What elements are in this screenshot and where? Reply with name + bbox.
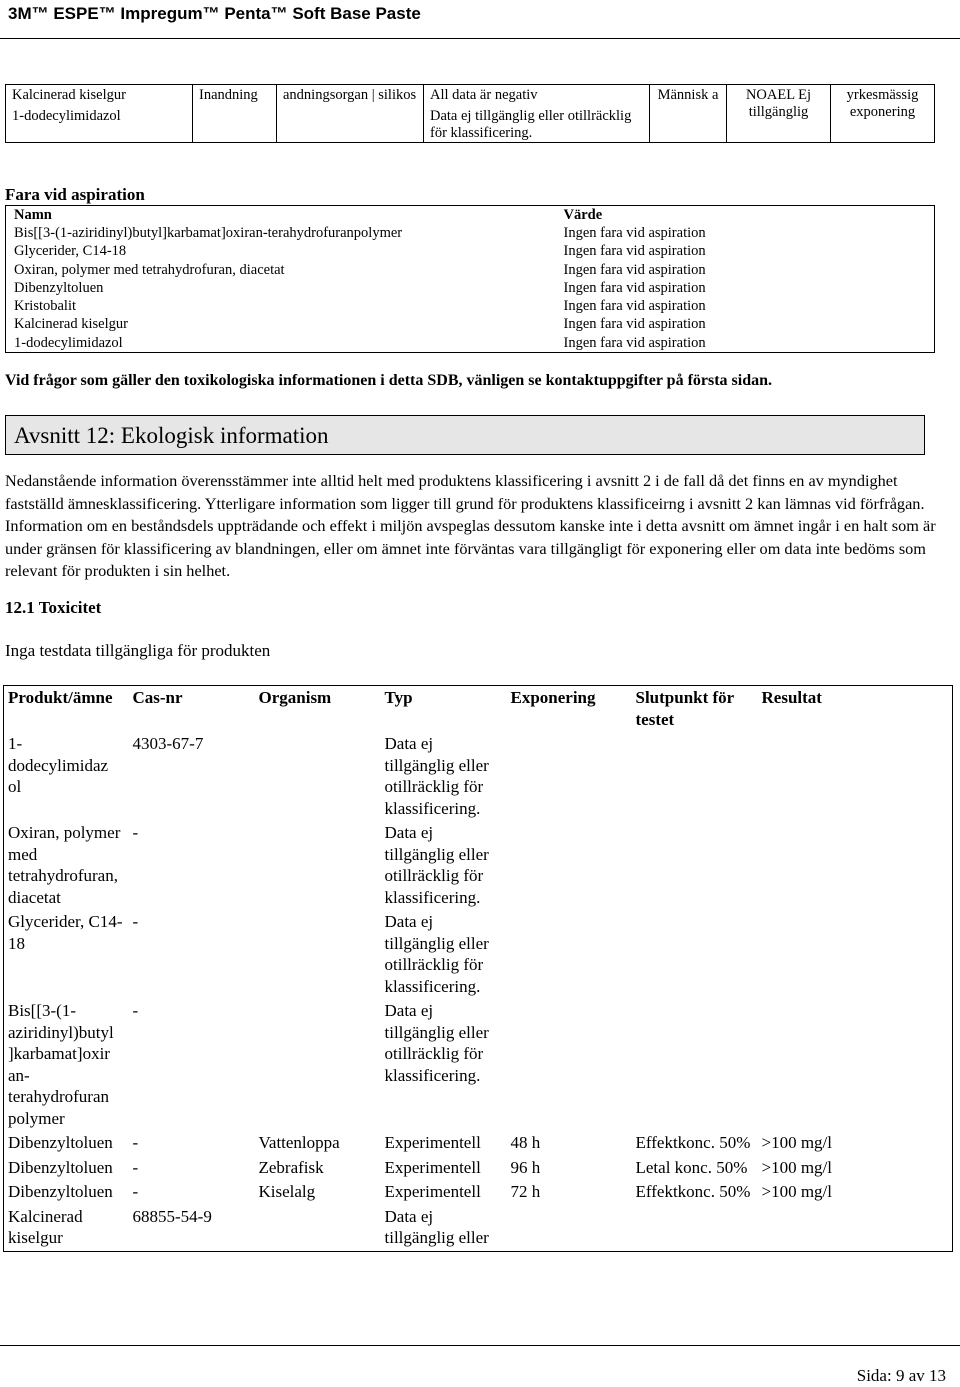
table-cell xyxy=(632,999,758,1131)
table-row xyxy=(6,279,935,297)
column-header: Cas-nr xyxy=(132,688,183,707)
table-cell: 72 h xyxy=(510,1182,541,1201)
column-header: Exponering xyxy=(510,688,596,707)
aspiration-name: Dibenzyltoluen xyxy=(14,279,104,296)
table-cell: Letal konc. 50% xyxy=(635,1157,748,1177)
table-cell xyxy=(507,732,632,821)
table-header-row xyxy=(6,206,935,225)
table-cell: 48 h xyxy=(510,1133,541,1152)
table-cell: Kalcinerad kiselgur xyxy=(6,85,193,107)
table-cell xyxy=(255,1205,381,1252)
column-header: Typ xyxy=(384,688,413,707)
contact-note: Vid frågor som gäller den toxikologiska informationen i detta SDB, vänligen se kontaktuppgifter på första sidan. xyxy=(5,372,773,389)
table-cell xyxy=(507,1205,632,1252)
table-cell xyxy=(758,732,953,821)
aspiration-name: Oxiran, polymer med tetrahydrofuran, diacetat xyxy=(14,261,285,278)
aspiration-value: Ingen fara vid aspiration xyxy=(563,298,706,315)
page-number: Sida: 9 av 13 xyxy=(856,1366,946,1385)
table-cell xyxy=(632,910,758,999)
aspiration-table xyxy=(5,205,935,353)
table-cell: 1- dodecylimidaz ol xyxy=(8,734,109,796)
table-cell: Data ej tillgänglig eller xyxy=(384,1206,489,1247)
table-cell: 68855-54-9 xyxy=(132,1206,212,1226)
table-cell: Data ej tillgänglig eller otillräcklig för klassificering. xyxy=(384,823,489,907)
table-cell xyxy=(255,910,381,999)
table-cell: 1-dodecylimidazol xyxy=(6,106,193,143)
table-cell xyxy=(255,732,381,821)
table-cell: - xyxy=(132,1182,139,1201)
table-cell xyxy=(632,732,758,821)
table-cell xyxy=(277,106,424,143)
table-cell: - xyxy=(132,823,139,842)
subsection-heading: 12.1 Toxicitet xyxy=(5,598,102,617)
table-row xyxy=(4,1180,953,1205)
table-cell: >100 mg/l xyxy=(761,1133,833,1152)
section-banner xyxy=(5,415,925,455)
table-cell xyxy=(758,999,953,1131)
column-header: Resultat xyxy=(761,688,822,707)
table-row xyxy=(4,1131,953,1156)
section-paragraph: Nedanstående information överensstämmer inte alltid helt med produktens klassificering i avsnitt 2 i de fall då det finns en av myndighet fastställd ämnesklassificering. Ytterligare information som ligger till grund för produktens klassificeirng i avsnitt 2 kan lämnas vid förfrågan. Information om en beståndsdels uppträdande och effekt i miljön avspeglas dessutom kanske inte i detta avsnitt om ämnet ingår i en halt som är under gränsen för klassificering av blandningen, eller om ämnet inte förväntas vara tillgängligt för exponering eller om data inte bedöms som relevant för produkten i sin helhet. xyxy=(5,471,936,580)
table-cell: Data ej tillgänglig eller otillräcklig för klassificering. xyxy=(384,1001,489,1085)
toxicity-table xyxy=(3,685,953,1252)
table-cell xyxy=(758,910,953,999)
table-cell: >100 mg/l xyxy=(761,1182,833,1201)
table-cell: Kiselalg xyxy=(258,1182,316,1201)
document-title: 3M™ ESPE™ Impregum™ Penta™ Soft Base Paste xyxy=(8,4,421,23)
aspiration-value: Ingen fara vid aspiration xyxy=(563,279,706,296)
table-row xyxy=(6,297,935,315)
table-row xyxy=(4,910,953,999)
aspiration-name: Kristobalit xyxy=(14,298,77,315)
table-cell xyxy=(193,106,277,143)
table-cell: 4303-67-7 xyxy=(132,734,204,753)
column-header: Värde xyxy=(563,207,603,223)
table-cell: yrkesmässig exponering xyxy=(831,85,935,143)
table-row xyxy=(4,1156,953,1181)
table-row xyxy=(4,999,953,1131)
table-cell: NOAEL Ej tillgänglig xyxy=(727,85,831,143)
table-cell: 96 h xyxy=(510,1157,541,1177)
table-cell: - xyxy=(132,1157,139,1177)
table-cell: Oxiran, polymer med tetrahydrofuran, diacetat xyxy=(8,823,121,907)
header-divider xyxy=(0,38,960,39)
table-cell: All data är negativ xyxy=(424,85,650,107)
table-row xyxy=(6,224,935,242)
no-data-text: Inga testdata tillgängliga för produkten xyxy=(5,641,271,660)
table-row xyxy=(6,242,935,260)
table-cell: Bis[[3-(1- aziridinyl)butyl ]karbamat]oxir an- terahydrofuran polymer xyxy=(8,1001,114,1128)
column-header: Slutpunkt för testet xyxy=(635,688,734,729)
footer-divider xyxy=(0,1345,960,1346)
column-header: Organism xyxy=(258,688,332,707)
table-row xyxy=(4,732,953,821)
table-row xyxy=(4,1205,953,1252)
table-row xyxy=(6,315,935,333)
table-row xyxy=(4,821,953,910)
table-cell xyxy=(255,999,381,1131)
tox-summary-table xyxy=(5,84,935,143)
table-cell: Människ a xyxy=(650,85,727,143)
table-cell xyxy=(632,1205,758,1252)
table-cell: Experimentell xyxy=(384,1157,481,1177)
table-cell: Kalcinerad kiselgur xyxy=(8,1206,83,1247)
section-title: Avsnitt 12: Ekologisk information xyxy=(14,423,329,448)
aspiration-name: 1-dodecylimidazol xyxy=(14,334,123,351)
aspiration-value: Ingen fara vid aspiration xyxy=(563,243,706,260)
table-cell xyxy=(758,1205,953,1252)
table-cell xyxy=(632,821,758,910)
table-cell: - xyxy=(132,912,139,931)
table-row xyxy=(6,261,935,279)
table-cell: >100 mg/l xyxy=(761,1157,833,1177)
column-header: Produkt/ämne xyxy=(8,688,113,707)
aspiration-name: Glycerider, C14-18 xyxy=(14,243,127,260)
aspiration-heading: Fara vid aspiration xyxy=(5,185,145,204)
table-cell: Dibenzyltoluen xyxy=(8,1182,113,1201)
table-cell: - xyxy=(132,1133,139,1152)
table-header-row xyxy=(4,686,953,733)
table-cell xyxy=(255,821,381,910)
table-row xyxy=(6,85,935,107)
aspiration-value: Ingen fara vid aspiration xyxy=(563,334,706,351)
table-cell: Effektkonc. 50% xyxy=(635,1182,751,1201)
table-cell: Data ej tillgänglig eller otillräcklig för klassificering. xyxy=(384,734,489,818)
table-cell: Zebrafisk xyxy=(258,1157,324,1177)
table-cell: andningsorgan | silikos xyxy=(277,85,424,107)
table-cell: Effektkonc. 50% xyxy=(635,1133,751,1152)
table-cell: Experimentell xyxy=(384,1133,481,1152)
aspiration-value: Ingen fara vid aspiration xyxy=(563,261,706,278)
table-cell: Dibenzyltoluen xyxy=(8,1133,113,1152)
table-row xyxy=(6,334,935,353)
table-cell xyxy=(507,821,632,910)
aspiration-name: Bis[[3-(1-aziridinyl)butyl]karbamat]oxiran-terahydrofuranpolymer xyxy=(14,225,403,241)
table-cell: Data ej tillgänglig eller otillräcklig för klassificering. xyxy=(424,106,650,143)
table-cell: Data ej tillgänglig eller otillräcklig för klassificering. xyxy=(384,912,489,996)
table-cell: Vattenloppa xyxy=(258,1133,340,1152)
table-cell: Inandning xyxy=(193,85,277,107)
table-cell xyxy=(507,999,632,1131)
table-cell: Experimentell xyxy=(384,1182,481,1201)
aspiration-name: Kalcinerad kiselgur xyxy=(14,316,128,333)
aspiration-value: Ingen fara vid aspiration xyxy=(563,225,706,241)
table-cell xyxy=(507,910,632,999)
table-cell xyxy=(758,821,953,910)
table-cell: Glycerider, C14-18 xyxy=(8,912,123,953)
table-cell: Dibenzyltoluen xyxy=(8,1157,113,1177)
aspiration-value: Ingen fara vid aspiration xyxy=(563,316,706,333)
column-header: Namn xyxy=(14,207,52,223)
table-cell: - xyxy=(132,1001,139,1020)
